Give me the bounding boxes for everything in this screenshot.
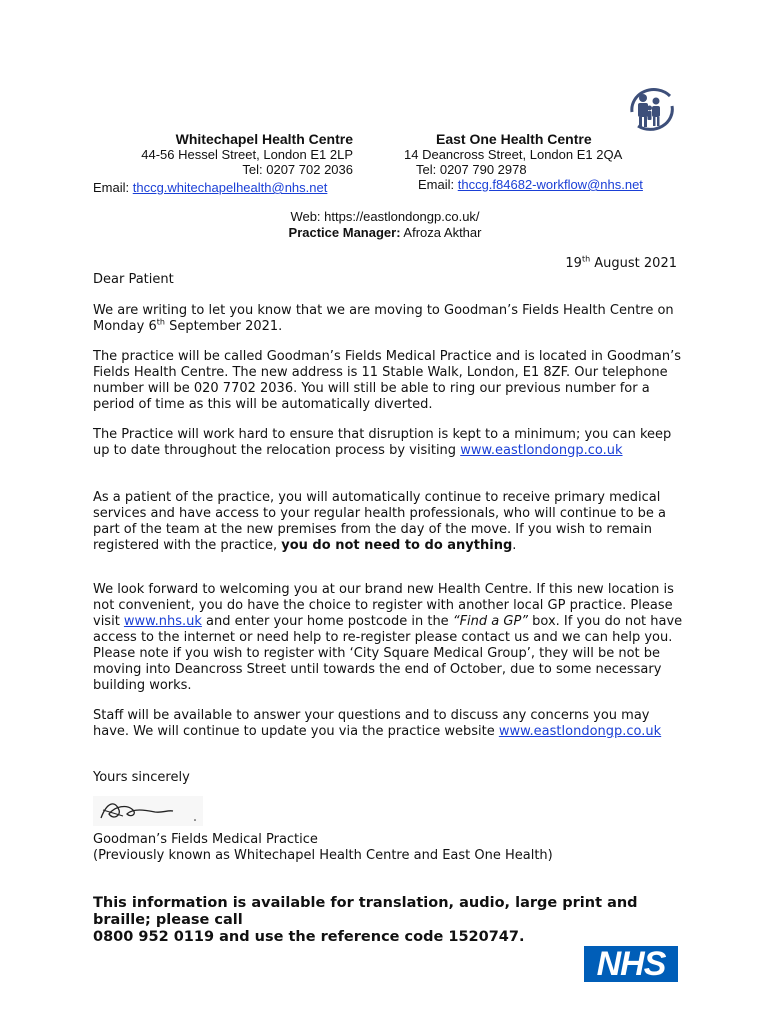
left-practice-name: Whitechapel Health Centre — [175, 131, 353, 147]
right-practice-email-line — [404, 177, 664, 192]
left-practice-address: 44-56 Hessel Street, London E1 2LP — [141, 147, 353, 162]
paragraph-disruption — [93, 427, 683, 459]
p4-text: As a patient of the practice, you will automatically continue to receive primary medical services and have access to your regular health professionals, who will continue to be a part of the team at the new premises from the day of the move. If you wish to remain registered with the practice, — [93, 490, 667, 553]
p4-bold: you do not need to do anything — [281, 538, 513, 553]
right-practice-block — [404, 132, 664, 192]
paragraph-new-practice: The practice will be called Goodman’s Fields Medical Practice and is located in Goodman’s Fields Health Centre. The new address is 11 Stable Walk, London, E1 8ZF. Our telephone number will be 020 7702 2036. You will still be able to ring our previous number for a period of time as this will be automatically diverted. — [93, 349, 682, 412]
eastlondongp-link-1[interactable]: www.eastlondongp.co.uk — [460, 443, 623, 458]
translation-notice-line-1: This information is available for translation, audio, large print and braille; please call — [93, 895, 638, 928]
nhs-uk-link[interactable]: www.nhs.uk — [123, 614, 202, 629]
signoff-practice: Goodman’s Fields Medical Practice — [93, 832, 318, 847]
date-day: 19 — [565, 256, 582, 271]
signature-image — [93, 796, 203, 826]
right-practice-email-link[interactable]: thccg.f84682-workflow@nhs.net — [457, 177, 643, 192]
left-practice-email-link[interactable]: thccg.whitechapelhealth@nhs.net — [132, 180, 328, 195]
paragraph-registration — [93, 490, 683, 554]
manager-label: Practice Manager: — [288, 225, 401, 240]
signoff-previously: (Previously known as Whitechapel Health Centre and East One Health) — [93, 848, 553, 863]
paragraph-new-location — [93, 582, 683, 694]
p6-text: Staff will be available to answer your questions and to discuss any concerns you may have. We will continue to update you via the practice website — [93, 708, 650, 739]
left-email-label: Email: — [93, 180, 133, 195]
manager-name: Afroza Akthar — [400, 225, 482, 240]
date-rest: August 2021 — [590, 256, 677, 271]
manager-line — [0, 225, 770, 240]
p4-text-end: . — [512, 538, 517, 553]
p1-text-end: September 2021. — [164, 319, 283, 334]
p5-text: We look forward to welcoming you at our brand new Health Centre. If this new location is not convenient, you do have the choice to register with another local GP practice. Please visit — [93, 582, 674, 629]
p5-text-3: box. If you do not have access to the internet or need help to re-register please contact us and we can help you. Please note if you wish to register with ‘City Square Medical Group’, they will be not be moving into Deancross Street until towards the end of October, due to some necessary building works. — [93, 614, 683, 693]
translation-notice — [93, 895, 693, 946]
closing: Yours sincerely — [93, 770, 190, 785]
right-email-label: Email: — [418, 177, 458, 192]
paragraph-staff — [93, 708, 683, 740]
nhs-logo: NHS — [584, 946, 678, 982]
translation-notice-line-2: 0800 952 0119 and use the reference code 1520747. — [93, 929, 525, 945]
eastlondongp-link-2[interactable]: www.eastlondongp.co.uk — [498, 724, 662, 739]
p3-text: The Practice will work hard to ensure that disruption is kept to a minimum; you can keep up to date throughout the relocation process by visiting — [93, 427, 672, 458]
paragraph-moving — [93, 303, 683, 335]
letter-date — [565, 256, 677, 272]
left-practice-block — [73, 132, 353, 177]
web-line: Web: https://eastlondongp.co.uk/ — [290, 209, 480, 224]
p5-text-2: and enter your home postcode in the — [201, 614, 453, 629]
date-suffix: th — [581, 254, 591, 264]
p5-italic: “Find a GP” — [452, 614, 529, 629]
family-logo-icon — [626, 86, 676, 132]
right-practice-tel: Tel: 0207 790 2978 — [416, 162, 527, 177]
right-practice-address: 14 Deancross Street, London E1 2QA — [404, 147, 623, 162]
left-practice-tel: Tel: 0207 702 2036 — [242, 162, 353, 177]
right-practice-name: East One Health Centre — [436, 131, 592, 147]
left-practice-email-line — [93, 180, 327, 195]
p1-text: We are writing to let you know that we are moving to Goodman’s Fields Health Centre on Monday 6 — [93, 303, 674, 334]
p1-sup: th — [156, 317, 165, 327]
greeting: Dear Patient — [93, 272, 174, 287]
